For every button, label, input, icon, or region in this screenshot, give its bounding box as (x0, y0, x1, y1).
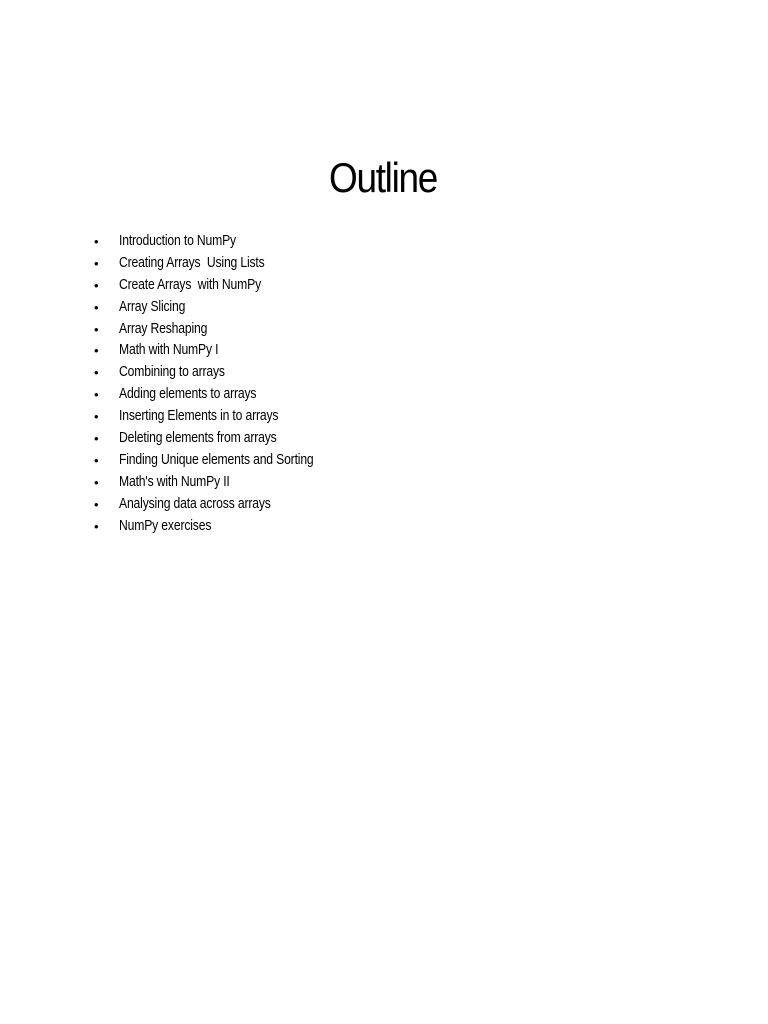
outline-item-label: NumPy exercises (119, 517, 212, 534)
outline-item-inserting-elements-in-to-arrays (94, 406, 279, 428)
outline-item-introduction-to-numpy (94, 231, 236, 253)
outline-item-label: Math's with NumPy II (119, 473, 230, 490)
outline-item-math-with-numpy-i (94, 340, 219, 362)
outline-item-label: Introduction to NumPy (119, 233, 236, 249)
outline-item-creating-arrays-using-lists (94, 253, 265, 275)
outline-list (94, 231, 314, 537)
bullet-icon: • (94, 452, 99, 468)
outline-item-create-arrays-with-numpy (94, 275, 262, 297)
outline-item-label: Finding Unique elements and Sorting (119, 451, 314, 468)
outline-item-finding-unique-elements-and-sorting (94, 450, 314, 472)
bullet-icon: • (94, 255, 99, 271)
bullet-icon: • (94, 321, 99, 337)
bullet-icon: • (94, 277, 99, 293)
outline-item-label: Array Slicing (119, 298, 186, 315)
outline-item-deleting-elements-from-arrays (94, 428, 277, 450)
outline-item-label: Math with NumPy I (119, 342, 219, 359)
bullet-icon: • (94, 365, 99, 381)
slide-title: Outline (329, 154, 437, 201)
outline-item-label: Inserting Elements in to arrays (119, 408, 279, 425)
bullet-icon: • (94, 409, 99, 425)
outline-item-analysing-data-across-arrays (94, 494, 271, 516)
outline-item-label: Creating Arrays Using Lists (119, 254, 265, 271)
outline-item-combining-to-arrays (94, 362, 225, 384)
bullet-icon: • (94, 474, 99, 490)
outline-item-array-slicing (94, 297, 186, 319)
bullet-icon: • (94, 496, 99, 512)
outline-item-array-reshaping (94, 319, 208, 341)
outline-item-label: Create Arrays with NumPy (119, 276, 262, 293)
outline-item-adding-elements-to-arrays (94, 384, 257, 406)
bullet-icon: • (94, 387, 99, 403)
outline-item-label: Combining to arrays (119, 364, 225, 381)
outline-item-label: Adding elements to arrays (119, 386, 257, 403)
bullet-icon: • (94, 343, 99, 359)
bullet-icon: • (94, 518, 99, 534)
outline-item-label: Deleting elements from arrays (119, 430, 277, 447)
outline-item-numpy-exercises (94, 516, 212, 538)
outline-item-label: Analysing data across arrays (119, 495, 271, 512)
bullet-icon: • (94, 431, 99, 447)
outline-item-label: Array Reshaping (119, 320, 208, 337)
bullet-icon: • (94, 234, 99, 249)
outline-item-maths-with-numpy-ii (94, 472, 230, 494)
bullet-icon: • (94, 299, 99, 315)
